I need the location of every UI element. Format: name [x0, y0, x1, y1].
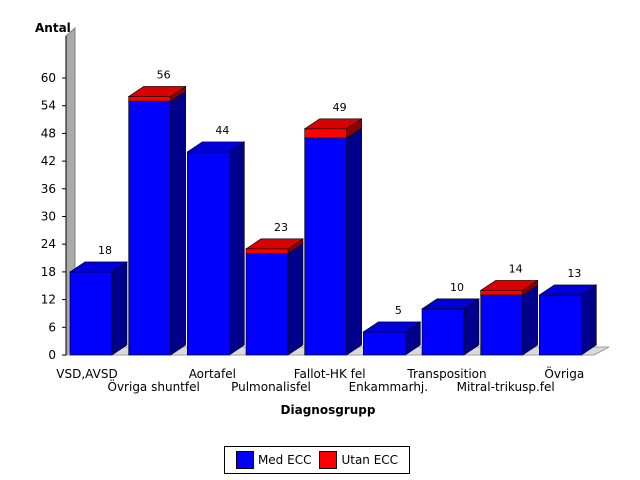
category-label-6: Transposition [407, 367, 487, 381]
bar-side-med-ecc-7 [523, 285, 538, 355]
legend-label-utan-ecc: Utan ECC [341, 453, 399, 467]
legend [224, 446, 410, 474]
data-label-2: 44 [215, 123, 230, 137]
bar-med-ecc-0 [70, 272, 112, 355]
category-label-5: Enkammarhj. [348, 380, 429, 394]
category-label-3: Pulmonalisfel [231, 380, 311, 394]
category-label-4: Fallot-HK fel [293, 367, 366, 381]
bar-med-ecc-3 [246, 253, 288, 355]
legend-swatch-utan-ecc [319, 451, 337, 469]
y-tick-label-36: 36 [40, 181, 56, 196]
y-tick-label-60: 60 [40, 71, 56, 85]
data-label-7: 14 [508, 262, 523, 276]
data-label-1: 56 [156, 68, 171, 82]
y-tick-label-24: 24 [40, 237, 56, 252]
legend-label-med-ecc: Med ECC [257, 453, 312, 467]
category-label-8: Övriga [544, 367, 585, 381]
bar-med-ecc-8 [539, 295, 581, 355]
y-tick-label-54: 54 [40, 98, 56, 113]
data-label-6: 10 [450, 280, 464, 294]
bar-side-med-ecc-8 [581, 285, 596, 355]
bar-med-ecc-4 [305, 138, 347, 355]
data-label-3: 23 [274, 220, 288, 234]
bar-side-med-ecc-3 [288, 243, 303, 355]
legend-item-med-ecc [236, 451, 312, 469]
y-tick-label-42: 42 [40, 154, 56, 169]
y-tick-label-48: 48 [40, 126, 56, 141]
bar-utan-ecc-4 [305, 129, 347, 138]
bar-utan-ecc-7 [481, 290, 523, 295]
data-label-8: 13 [567, 266, 582, 280]
bar-med-ecc-5 [363, 332, 405, 355]
bar-med-ecc-7 [481, 295, 523, 355]
bar-side-med-ecc-4 [347, 128, 362, 355]
data-label-4: 49 [332, 100, 347, 114]
bar-utan-ecc-3 [246, 249, 288, 254]
y-tick-label-0: 0 [48, 348, 56, 362]
bar-med-ecc-2 [187, 152, 229, 355]
y-tick-label-6: 6 [48, 320, 56, 335]
category-label-0: VSD,AVSD [56, 367, 118, 381]
bar-side-med-ecc-1 [171, 91, 186, 355]
bar-med-ecc-6 [422, 309, 464, 355]
bar-med-ecc-1 [129, 101, 171, 355]
y-tick-label-12: 12 [40, 292, 56, 307]
data-label-0: 18 [98, 243, 112, 257]
bar-utan-ecc-1 [129, 96, 171, 101]
bar-side-med-ecc-2 [229, 142, 244, 355]
y-tick-label-18: 18 [40, 264, 56, 279]
y-axis-title: Antal [35, 21, 71, 35]
y-tick-label-30: 30 [40, 209, 56, 224]
legend-swatch-med-ecc [236, 451, 254, 469]
x-axis-title: Diagnosgrupp [280, 403, 376, 417]
category-label-7: Mitral-trikusp.fel [456, 380, 555, 394]
category-label-2: Aortafel [188, 367, 236, 381]
data-label-5: 5 [394, 303, 402, 317]
category-label-1: Övriga shuntfel [107, 380, 200, 394]
bar-side-med-ecc-0 [112, 262, 127, 355]
legend-item-utan-ecc [319, 451, 398, 469]
